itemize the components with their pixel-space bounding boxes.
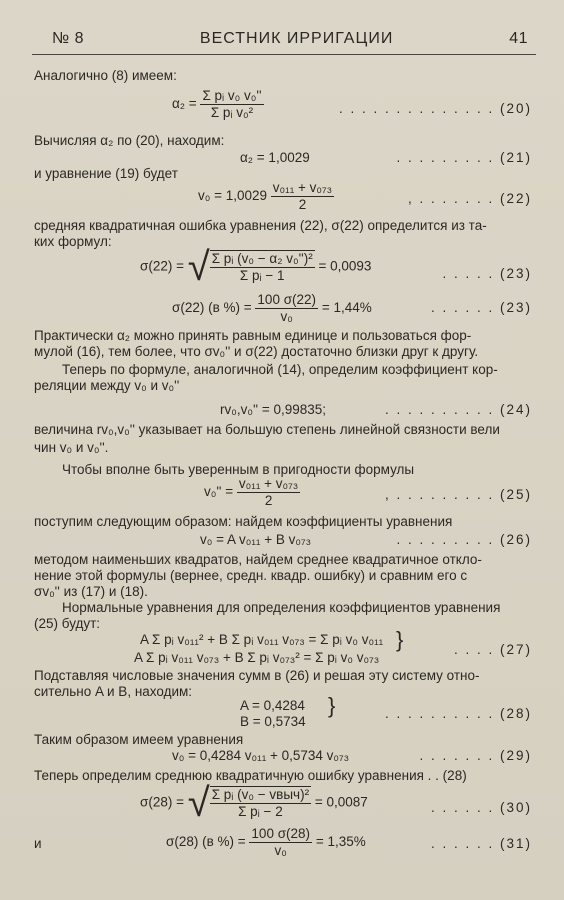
denominator: Σ pᵢ v₀² (210, 105, 254, 120)
equation-22 (198, 180, 334, 213)
text-line: Теперь определим среднюю квадратичную ошибку уравнения . . (28) (34, 768, 467, 783)
equation-27b: A Σ pᵢ v₀₁₁ v₀₇₃ + B Σ pᵢ v₀₇₃² = Σ pᵢ v₀ v₀₇₃ (134, 650, 380, 665)
text-line: Чтобы вполне быть уверенным в пригодности формулы (62, 462, 415, 477)
text-line: нение этой формулы (вернее, средн. квадр. ошибку) и сравним его с (34, 568, 468, 583)
eq-lhs: v₀ = 1,0029 (198, 188, 268, 204)
equation-number: . . . . . . . . . . . . . . (20) (338, 101, 532, 116)
text-line: методом наименьших квадратов, найдем среднее квадратичное откло- (34, 552, 482, 567)
text-line: Таким образом имеем уравнения (34, 732, 244, 747)
equation-26: v₀ = A v₀₁₁ + B v₀₇₃ (200, 532, 312, 547)
journal-title: ВЕСТНИК ИРРИГАЦИИ (199, 30, 394, 47)
fraction (210, 251, 315, 284)
equation-number: . . . . . . . . . (21) (396, 150, 532, 165)
eq-lhs: σ(28) = (140, 794, 184, 810)
eq-lhs: σ(22) (в %) = (172, 300, 252, 316)
numerator: Σ pᵢ (v₀ − vвыч)² (211, 787, 310, 802)
equation-21: α₂ = 1,0029 (240, 150, 310, 165)
equation-number: , . . . . . . . . . (25) (384, 487, 532, 502)
numerator: Σ pᵢ v₀ v₀'' (202, 88, 262, 103)
equation-number: . . . . . . (23) (430, 300, 532, 315)
numerator: 100 σ(28) (251, 826, 311, 841)
equation-number: . . . . . . . . . . (24) (384, 402, 532, 417)
sqrt-sign: √ (187, 245, 210, 289)
text-line: величина rv₀,v₀'' указывает на большую степень линейной связности вели (34, 422, 500, 437)
numerator: 100 σ(22) (257, 292, 317, 307)
eq-rhs: = 0,0093 (318, 258, 372, 274)
text-line: ких формул: (34, 234, 112, 249)
numerator: Σ pᵢ (v₀ − α₂ v₀'')² (211, 251, 313, 266)
text-line: Вычисляя α₂ по (20), находим: (34, 133, 225, 148)
fraction (200, 88, 263, 121)
running-header (32, 30, 536, 48)
denominator: 2 (264, 493, 273, 508)
equation-number: . . . . . . (31) (430, 836, 532, 851)
equation-27a: A Σ pᵢ v₀₁₁² + B Σ pᵢ v₀₁₁ v₀₇₃ = Σ pᵢ v₀ v₀₁₁ (140, 632, 384, 647)
text-line: σv₀'' из (17) и (18). (34, 584, 148, 599)
equation-number: . . . . . . . . . . (28) (384, 706, 532, 721)
text-line: мулой (16), тем более, что σv₀'' и σ(22) достаточно близки друг к другу. (34, 344, 479, 359)
equation-number: . . . . . (23) (442, 266, 532, 281)
eq-lhs: σ(28) (в %) = (166, 834, 246, 850)
equation-28a: A = 0,4284 (240, 698, 305, 713)
text-line: Аналогично (8) имеем: (34, 68, 177, 83)
eq-lhs: v₀'' = (204, 484, 234, 500)
text-line: чин v₀ и v₀''. (34, 440, 109, 455)
equation-30 (140, 781, 368, 825)
equation-number: . . . . . . (30) (430, 800, 532, 815)
numerator: v₀₁₁ + v₀₇₃ (272, 180, 333, 195)
eq-lhs: α₂ = (172, 96, 197, 112)
brace: } (328, 693, 336, 718)
text-line: Практически α₂ можно принять равным единице и пользоваться фор- (34, 328, 472, 343)
equation-31 (166, 826, 366, 859)
fraction (255, 292, 318, 325)
text-line: Подставляя числовые значения сумм в (26) и решая эту систему отно- (34, 668, 480, 683)
sqrt-sign: √ (187, 781, 210, 825)
equation-23a (140, 245, 372, 289)
equation-25 (204, 476, 300, 509)
header-rule (32, 54, 536, 55)
equation-number: . . . . . . . (29) (419, 748, 532, 763)
equation-24: rv₀,v₀'' = 0,99835; (220, 402, 327, 417)
text-line: реляции между v₀ и v₀'' (34, 378, 180, 393)
text-line: Теперь по формуле, аналогичной (14), определим коэффициент кор- (62, 362, 498, 377)
page-number: 41 (509, 30, 528, 47)
text-line: (25) будут: (34, 616, 101, 631)
fraction (210, 787, 311, 820)
equation-number: , . . . . . . . (22) (407, 191, 532, 206)
equation-28b: B = 0,5734 (240, 714, 306, 729)
brace: } (396, 627, 404, 652)
text-line: Нормальные уравнения для определения коэффициентов уравнения (62, 600, 501, 615)
numerator: v₀₁₁ + v₀₇₃ (238, 476, 299, 491)
equation-number: . . . . (27) (453, 642, 532, 657)
denominator: Σ pᵢ − 2 (238, 804, 283, 819)
equation-20 (172, 88, 264, 121)
fraction (249, 826, 312, 859)
equation-23b (172, 292, 372, 325)
text-line: поступим следующим образом: найдем коэффициенты уравнения (34, 514, 453, 529)
eq-lhs: σ(22) = (140, 258, 184, 274)
text-line: и (34, 836, 42, 851)
text-line: сительно A и B, находим: (34, 684, 193, 699)
eq-rhs: = 1,44% (321, 300, 372, 316)
text-line: средняя квадратичная ошибка уравнения (22), σ(22) определится из та- (34, 218, 487, 233)
equation-number: . . . . . . . . . (26) (396, 532, 532, 547)
fraction (237, 476, 300, 509)
equation-29: v₀ = 0,4284 v₀₁₁ + 0,5734 v₀₇₃ (172, 748, 350, 763)
denominator: Σ pᵢ − 1 (239, 268, 285, 283)
eq-rhs: = 0,0087 (314, 794, 368, 810)
denominator: 2 (298, 197, 307, 212)
issue-number: № 8 (52, 30, 85, 47)
fraction (271, 180, 334, 213)
text-line: и уравнение (19) будет (34, 166, 178, 181)
denominator: v₀ (274, 843, 287, 858)
denominator: v₀ (280, 309, 293, 324)
eq-rhs: = 1,35% (315, 834, 366, 850)
